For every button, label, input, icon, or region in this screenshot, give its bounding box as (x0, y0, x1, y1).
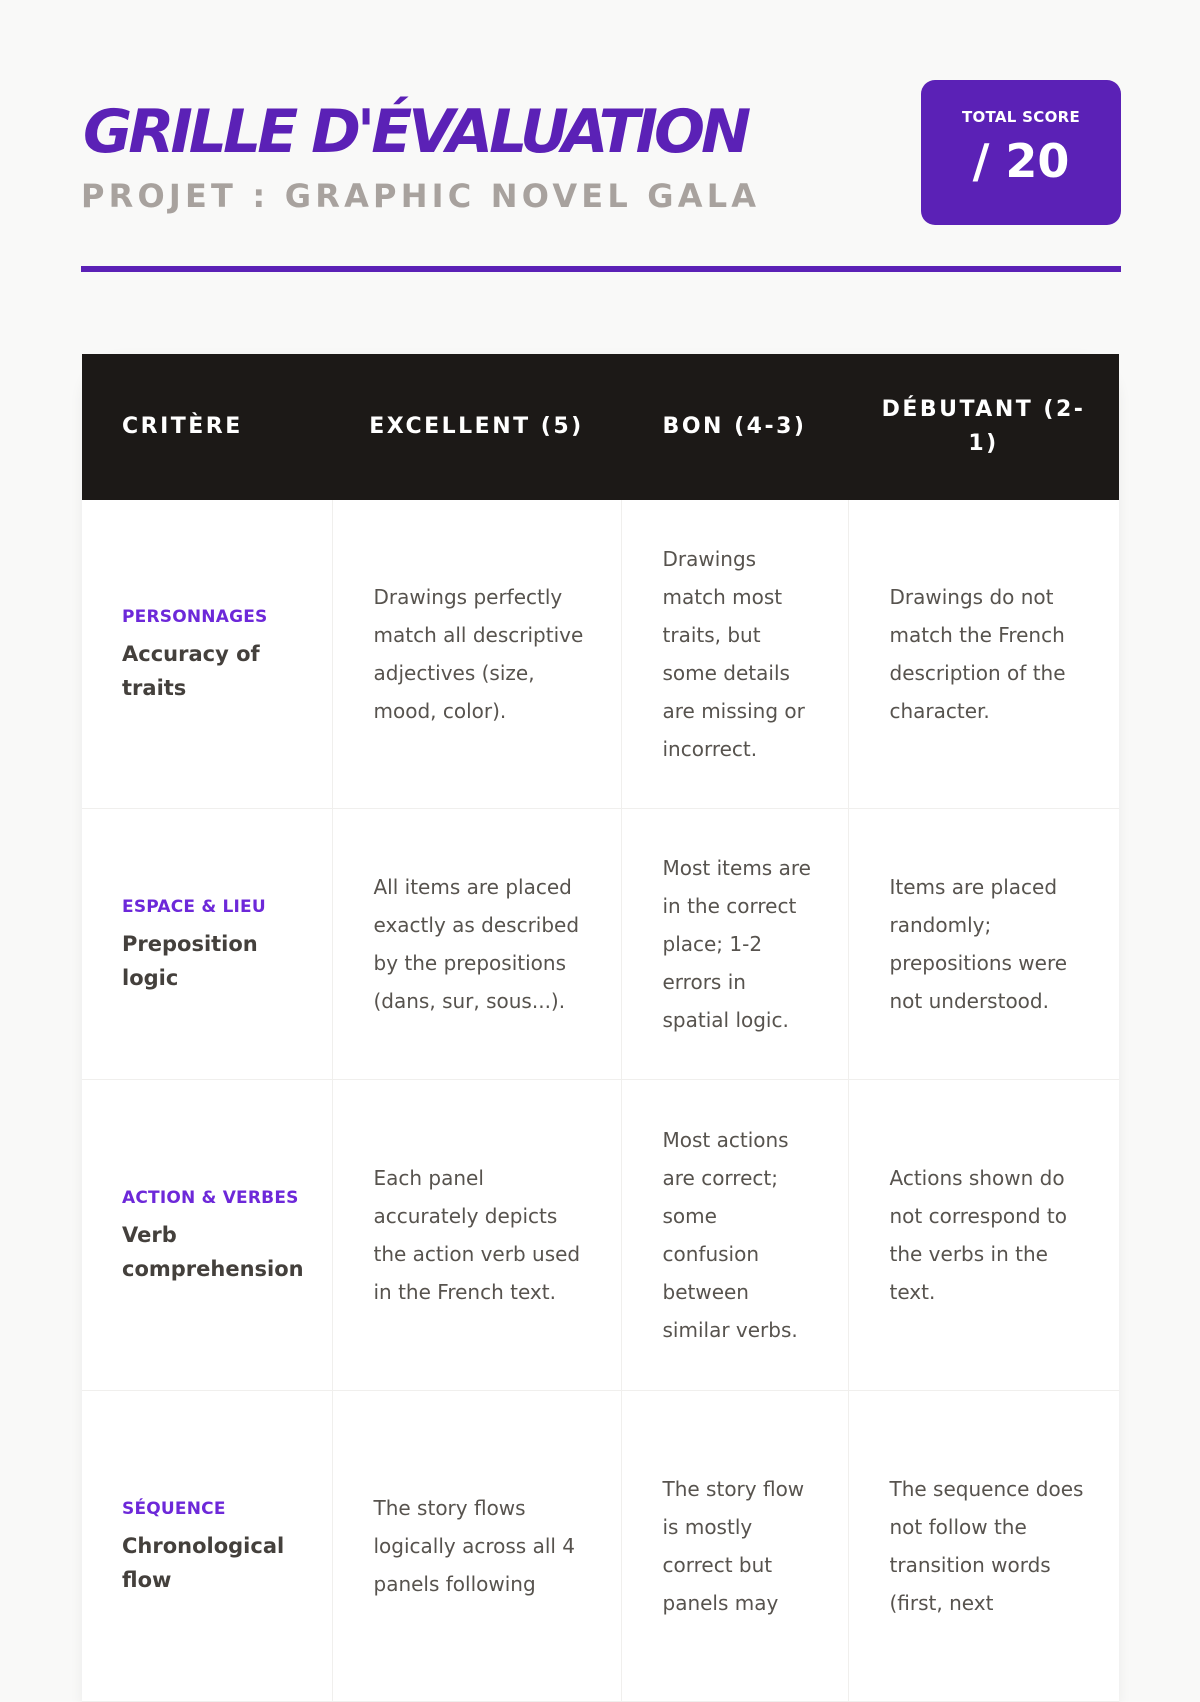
page-title: GRILLE D'ÉVALUATION (83, 97, 748, 167)
criterion-tag: ACTION & VERBES (122, 1187, 299, 1208)
excellent-cell: Each panel accurately depicts the action verb used in the French text. (332, 1080, 621, 1391)
bon-cell: Most items are in the correct place; 1-2 errors in spatial logic. (621, 809, 848, 1080)
table-row (82, 1080, 1119, 1391)
excellent-cell: All items are placed exactly as described by the prepositions (dans, sur, sous...). (332, 809, 621, 1080)
criterion-name: Preposition logic (122, 931, 258, 990)
table-row (82, 500, 1119, 809)
column-header-criterion: CRITÈRE (82, 354, 332, 500)
criterion-cell (82, 500, 332, 809)
column-header-excellent: EXCELLENT (5) (332, 354, 621, 500)
criterion-tag: ESPACE & LIEU (122, 896, 266, 917)
bon-cell: The story flow is mostly correct but panels may (621, 1391, 848, 1702)
rubric-table (82, 354, 1119, 1702)
debutant-cell: Drawings do not match the French description of the character. (848, 500, 1119, 809)
score-label: TOTAL SCORE (961, 108, 1081, 126)
criterion-name: Verb comprehension (122, 1222, 304, 1281)
excellent-cell: The story flows logically across all 4 panels following (332, 1391, 621, 1702)
total-score-box (921, 80, 1121, 225)
criterion-tag: PERSONNAGES (122, 606, 268, 627)
page-subtitle: PROJET : GRAPHIC NOVEL GALA (81, 177, 761, 215)
criterion-cell (82, 809, 332, 1080)
excellent-cell: Drawings perfectly match all descriptive adjectives (size, mood, color). (332, 500, 621, 809)
table-row (82, 809, 1119, 1080)
table-header-row (82, 354, 1119, 500)
score-value: / 20 (972, 134, 1070, 188)
criterion-name: Chronological flow (122, 1533, 285, 1592)
column-header-bon: BON (4-3) (621, 354, 848, 500)
column-header-debutant: DÉBUTANT (2-1) (848, 354, 1119, 500)
header-divider (81, 266, 1121, 272)
criterion-cell (82, 1391, 332, 1702)
bon-cell: Most actions are correct; some confusion between similar verbs. (621, 1080, 848, 1391)
debutant-cell: Actions shown do not correspond to the verbs in the text. (848, 1080, 1119, 1391)
table-row (82, 1391, 1119, 1702)
criterion-cell (82, 1080, 332, 1391)
debutant-cell: Items are placed randomly; prepositions were not understood. (848, 809, 1119, 1080)
debutant-cell: The sequence does not follow the transition words (first, next (848, 1391, 1119, 1702)
criterion-name: Accuracy of traits (122, 641, 260, 700)
criterion-tag: SÉQUENCE (122, 1498, 226, 1519)
bon-cell: Drawings match most traits, but some details are missing or incorrect. (621, 500, 848, 809)
